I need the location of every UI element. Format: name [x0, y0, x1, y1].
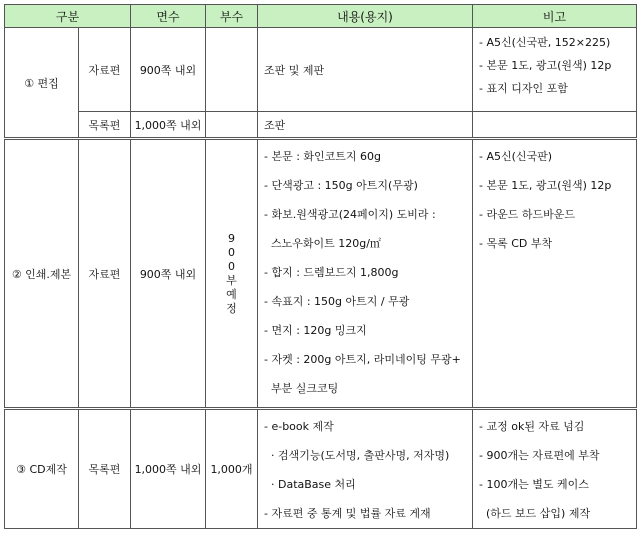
document-frame: [4, 4, 636, 533]
content-line: 부분 실크코팅: [264, 382, 339, 395]
row-pages: 900쪽 내외: [131, 28, 206, 112]
content-line: - 단색광고 : 150g 아트지(무광): [264, 179, 418, 192]
remark-line: - 본문 1도, 광고(원색) 12p: [479, 59, 612, 72]
table-row: [5, 139, 637, 409]
row-copies: [206, 139, 258, 409]
content-line: · 검색기능(도서명, 출판사명, 저자명): [264, 449, 450, 462]
header-pages: 면수: [131, 5, 206, 28]
remark-line: - 목록 CD 부착: [479, 237, 553, 250]
table-row: [5, 409, 637, 529]
section-label-printing: ② 인쇄.제본: [5, 139, 79, 409]
remark-line: - 교정 ok된 자료 넘김: [479, 420, 585, 433]
table-row: [5, 112, 637, 139]
remark-line: - A5신(신국판, 152×225): [479, 36, 611, 49]
header-remarks: 비고: [473, 5, 637, 28]
row-type: 목록편: [79, 409, 131, 529]
row-copies: [206, 28, 258, 112]
remark-line: - A5신(신국판): [479, 150, 553, 163]
row-pages: 900쪽 내외: [131, 139, 206, 409]
header-copies: 부수: [206, 5, 258, 28]
row-remarks: [473, 28, 637, 112]
row-pages: 1,000쪽 내외: [131, 112, 206, 139]
row-content: [258, 409, 473, 529]
content-line: - 면지 : 120g 밍크지: [264, 324, 367, 337]
remark-line: - 900개는 자료편에 부착: [479, 449, 600, 462]
content-line: - 자료편 중 통계 및 법률 자료 게재: [264, 507, 431, 520]
copies-value: 900부 예정: [226, 231, 237, 315]
remark-line: - 라운드 하드바운드: [479, 208, 575, 221]
section-label-editing: ① 편집: [5, 28, 79, 139]
row-remarks: [473, 409, 637, 529]
remark-line: (하드 보드 삽입) 제작: [479, 507, 591, 520]
row-remarks: [473, 112, 637, 139]
production-spec-table: [4, 4, 637, 529]
row-content: 조판: [258, 112, 473, 139]
row-type: 목록편: [79, 112, 131, 139]
content-line: - e-book 제작: [264, 420, 334, 433]
content-line: - 본문 : 화인코트지 60g: [264, 150, 382, 163]
header-category: 구분: [5, 5, 131, 28]
content-line: 스노우화이트 120g/㎡: [264, 237, 381, 250]
remark-line: - 본문 1도, 광고(원색) 12p: [479, 179, 612, 192]
row-copies: 1,000개: [206, 409, 258, 529]
content-line: - 합지 : 드렘보드지 1,800g: [264, 266, 399, 279]
content-line: - 속표지 : 150g 아트지 / 무광: [264, 295, 410, 308]
row-pages: 1,000쪽 내외: [131, 409, 206, 529]
remark-line: - 100개는 별도 케이스: [479, 478, 589, 491]
row-type: 자료편: [79, 28, 131, 112]
content-line: - 화보.원색광고(24페이지) 도비라 :: [264, 208, 436, 221]
row-copies: [206, 112, 258, 139]
header-row: [5, 5, 637, 28]
row-content: [258, 139, 473, 409]
row-type: 자료편: [79, 139, 131, 409]
table-row: [5, 28, 637, 112]
content-line: - 자켓 : 200g 아트지, 라미네이팅 무광+: [264, 353, 461, 366]
section-label-cd: ③ CD제작: [5, 409, 79, 529]
header-content: 내용(용지): [258, 5, 473, 28]
remark-line: - 표지 디자인 포함: [479, 82, 568, 95]
content-line: · DataBase 처리: [264, 478, 356, 491]
row-content: 조판 및 제판: [258, 28, 473, 112]
row-remarks: [473, 139, 637, 409]
